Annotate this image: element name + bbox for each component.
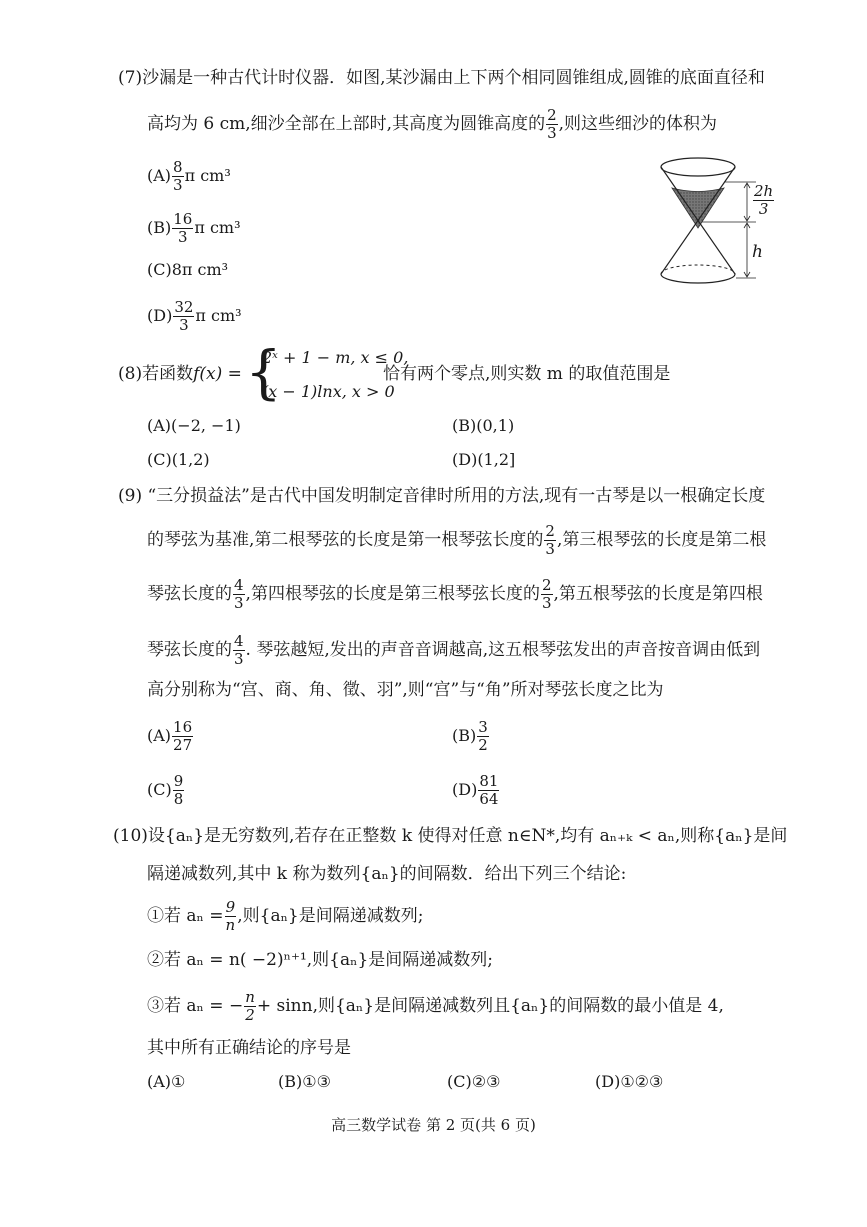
bottom-base-ellipse-front xyxy=(661,274,735,283)
q7-stem-line2-a: 高均为 6 cm,细沙全部在上部时,其高度为圆锥高度的 xyxy=(147,114,546,134)
q10-statement-3: ③若 aₙ = − $\frac{n}{2}$ + sinn,则{aₙ}是间隔递减数列且{aₙ}的间隔数的最小值是 4, xyxy=(147,988,724,1024)
q9-option-b[interactable]: (B) $\frac{3}{2}$ xyxy=(452,718,488,754)
figure-label-bottom: h xyxy=(752,242,763,262)
page-footer: 高三数学试卷 第 2 页(共 6 页) xyxy=(331,1116,536,1134)
q10-statement-1: ①若 aₙ = $\frac{9}{n}$ ,则{aₙ}是间隔递减数列; xyxy=(147,898,424,934)
q8-case1: 2ˣ + 1 − m, x ≤ 0, xyxy=(262,348,409,367)
q8-option-b[interactable]: (B)(0,1) xyxy=(452,416,515,435)
q8-option-c[interactable]: (C)(1,2) xyxy=(147,450,210,469)
q10-statement-2: ②若 aₙ = n( −2)ⁿ⁺¹,则{aₙ}是间隔递减数列; xyxy=(147,950,494,970)
q7-option-d[interactable]: (D) $\frac{32}{3}$ π cm³ xyxy=(147,298,242,334)
q8-suffix: 恰有两个零点,则实数 m 的取值范围是 xyxy=(383,364,671,384)
q10-stem-line1: (10)设{aₙ}是无穷数列,若存在正整数 k 使得对任意 n∈N*,均有 aₙ₊ₖ < aₙ,则称{aₙ}是间 xyxy=(113,826,788,846)
q7-fraction: $\frac{2}{3}$ xyxy=(547,106,557,142)
q7-stem-line2-b: ,则这些细沙的体积为 xyxy=(558,114,718,134)
q9-option-d[interactable]: (D) $\frac{81}{64}$ xyxy=(452,772,499,808)
q8-option-a[interactable]: (A)(−2, −1) xyxy=(147,416,241,435)
q7-option-a[interactable]: (A) $\frac{8}{3}$ π cm³ xyxy=(147,158,231,194)
q9-stem-line5: 高分别称为“宫、商、角、徵、羽”,则“宫”与“角”所对琴弦长度之比为 xyxy=(147,680,664,700)
q8-brace: { xyxy=(245,338,282,406)
q10-option-b[interactable]: (B)①③ xyxy=(278,1072,331,1091)
q9-stem-line1: (9) “三分损益法”是古代中国发明制定音律时所用的方法,现有一古琴是以一根确定长度 xyxy=(118,486,766,506)
q8-option-d[interactable]: (D)(1,2] xyxy=(452,450,516,469)
bottom-base-ellipse-back xyxy=(661,265,735,274)
q7-stem-line2 xyxy=(147,108,717,141)
q7-option-c[interactable]: (C)8π cm³ xyxy=(147,260,229,279)
q9-option-c[interactable]: (C) $\frac{9}{8}$ xyxy=(147,772,184,808)
q10-ask: 其中所有正确结论的序号是 xyxy=(147,1038,351,1058)
q10-stem-line2: 隔递减数列,其中 k 称为数列{aₙ}的间隔数．给出下列三个结论: xyxy=(147,864,627,884)
q8-fx: f(x) = xyxy=(193,364,242,384)
q10-option-d[interactable]: (D)①②③ xyxy=(595,1072,664,1091)
q9-stem-line3: 琴弦长度的 $\frac{4}{3}$ ,第四根琴弦的长度是第三根琴弦长度的 $\frac{2}{3}$ ,第五根琴弦的长度是第四根 xyxy=(147,576,763,612)
q10-option-c[interactable]: (C)②③ xyxy=(447,1072,501,1091)
q9-stem-line4: 琴弦长度的 $\frac{4}{3}$ . 琴弦越短,发出的声音音调越高,这五根琴弦发出的声音按音调由低到 xyxy=(147,632,761,668)
q7-option-b[interactable]: (B) $\frac{16}{3}$ π cm³ xyxy=(147,210,241,246)
q10-option-a[interactable]: (A)① xyxy=(147,1072,186,1091)
top-base-ellipse xyxy=(661,158,735,176)
figure-label-top: $\frac{2h}{3}$ xyxy=(754,182,774,218)
q8-case2: (x − 1)lnx, x > 0 xyxy=(262,382,395,401)
q7-stem-line1: (7)沙漏是一种古代计时仪器．如图,某沙漏由上下两个相同圆锥组成,圆锥的底面直径和 xyxy=(118,68,765,88)
q9-option-a[interactable]: (A) $\frac{16}{27}$ xyxy=(147,718,193,754)
q9-stem-line2: 的琴弦为基准,第二根琴弦的长度是第一根琴弦长度的 $\frac{2}{3}$ ,第三根琴弦的长度是第二根 xyxy=(147,522,767,558)
q8-prefix: (8)若函数f(x) = xyxy=(118,364,242,384)
